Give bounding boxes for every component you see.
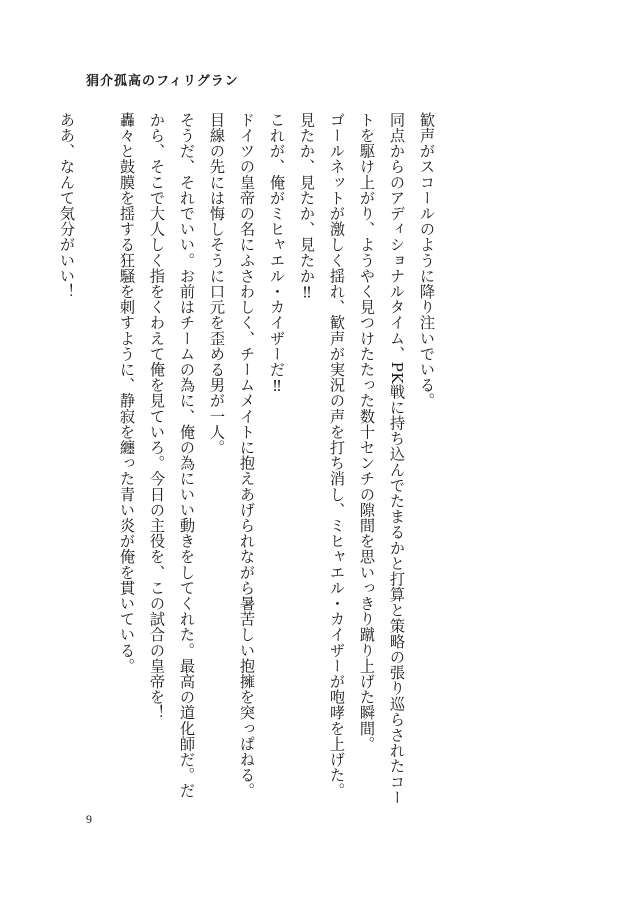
running-head: 狷介孤高のフィリグラン: [86, 74, 239, 89]
blank-line: [82, 112, 112, 113]
vertical-text-body: [58, 112, 442, 812]
paragraph: 目線の先には悔しそうに口元を歪める男が一人。: [208, 112, 226, 456]
paragraph: ああ、なんて気分がいい！: [58, 112, 76, 300]
paragraph: 見たか、見たか、見たか‼: [298, 112, 316, 302]
paragraph: これが、俺がミヒャエル・カイザーだ‼: [268, 112, 286, 396]
paragraph: そうだ、それでいい。お前はチームの為に、俺の為にいい動きをしてくれた。最高の道化師だ。だから、そこで大人しく指をくわえて俺を見ていろ。今日の主役を、この試合の皇帝を！: [148, 112, 196, 799]
paragraph: ドイツの皇帝の名にふさわしく、チームメイトに抱えあげられながら暑苦しい抱擁を突っぱねる。: [238, 112, 256, 799]
paragraph: ゴールネットが激しく揺れ、歓声が実況の声を打ち消し、ミヒャエル・カイザーが咆哮を上げた。: [328, 112, 346, 799]
paragraph: 同点からのアディショナルタイム、PK戦に持ち込んでたまるかと打算と策略の張り巡らされたコートを駆け上がり、ようやく見つけたたった数十センチの隙間を思いっきり蹴り上げた瞬間。: [358, 112, 406, 806]
paragraph: 歓声がスコールのように降り注いでいる。: [418, 112, 436, 409]
page-number: 9: [86, 812, 92, 826]
paragraph: 轟々と鼓膜を揺する狂騒を刺すように、静寂を纏った青い炎が俺を貫いている。: [118, 112, 136, 674]
